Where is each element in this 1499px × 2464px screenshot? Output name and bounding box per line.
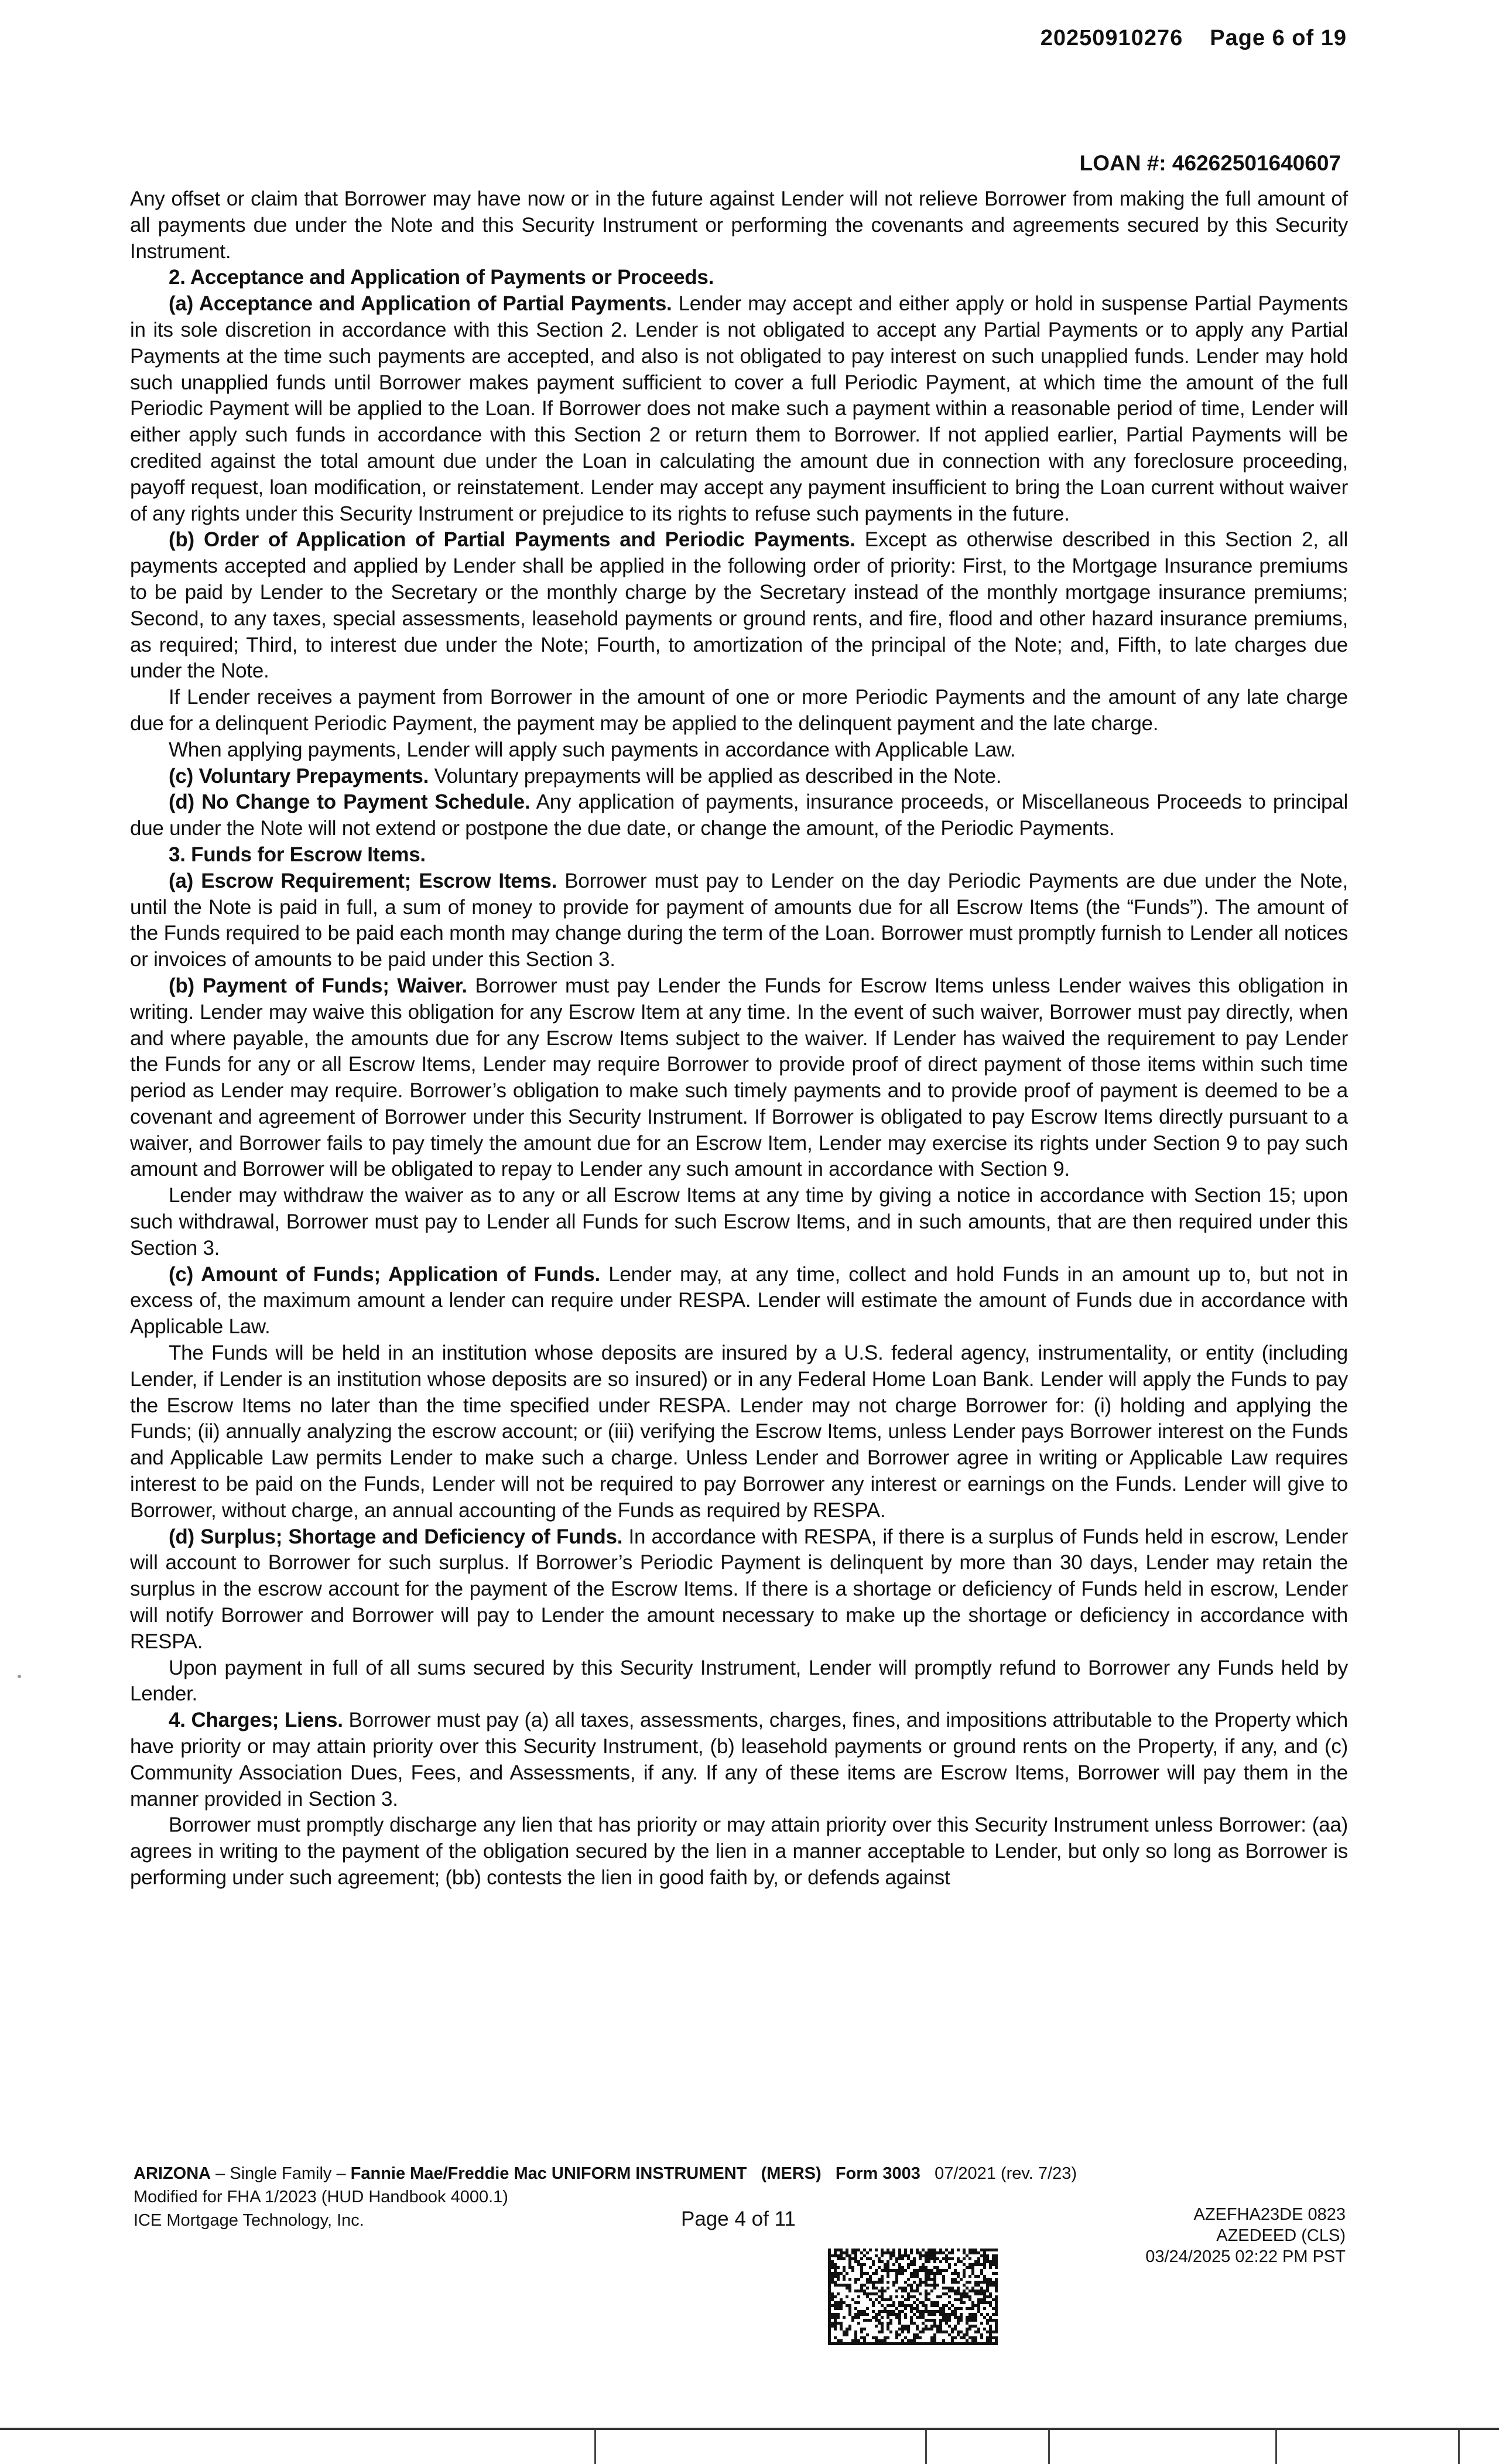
paragraph-text: Upon payment in full of all sums secured by this Security Instrument, Lender will promptly refund to Borrower any Funds held by Lender. xyxy=(130,1656,1348,1706)
paragraph xyxy=(130,973,1348,1183)
paragraph-text: Borrower must pay (a) all taxes, assessments, charges, fines, and impositions attributable to the Property which have priority or may attain priority over this Security Instrument, (b) leasehold payments or ground rents on the Property, if any, and (c) Community Association Dues, Fees, and Assessments, if any. If any of these items are Escrow Items, Borrower will pay them in the manner provided in Section 3. xyxy=(130,1709,1348,1811)
paragraph xyxy=(130,842,1348,868)
datamatrix-barcode-icon xyxy=(828,2249,998,2345)
form-identifier-line xyxy=(134,2164,1077,2184)
paragraph-text: The Funds will be held in an institution whose deposits are insured by a U.S. federal agency, instrumentality, or entity (including Lender, if Lender is an institution whose deposits are so insured) or in any Federal Home Loan Bank. Lender will apply the Funds to pay the Escrow Items no later than the time specified under RESPA. Lender may not charge Borrower for: (i) holding and applying the Funds; (ii) annually analyzing the escrow account; or (iii) verifying the Escrow Items, unless Lender pays Borrower interest on the Funds and Applicable Law permits Lender to make such a charge. Unless Lender and Borrower agree in writing or Applicable Law requires interest to be paid on the Funds, Lender will not be required to pay Borrower any interest or earnings on the Funds. Lender will give to Borrower, without charge, an annual accounting of the Funds as required by RESPA. xyxy=(130,1341,1348,1522)
paragraph xyxy=(130,291,1348,527)
paragraph-text: Lender may, at any time, collect and hold Funds in an amount up to, but not in excess of, the maximum amount a lender can require under RESPA. Lender will estimate the amount of Funds due in accordance with Applicable Law. xyxy=(130,1262,1348,1339)
paragraph-heading: (c) Voluntary Prepayments. xyxy=(169,764,429,788)
paragraph-heading: 4. Charges; Liens. xyxy=(169,1709,343,1732)
paragraph xyxy=(130,1340,1348,1524)
document-body xyxy=(130,186,1348,1891)
paragraph-heading: (b) Order of Application of Partial Payments and Periodic Payments. xyxy=(169,528,855,552)
paragraph-text: If Lender receives a payment from Borrower in the amount of one or more Periodic Payments and the amount of any late charge due for a delinquent Periodic Payment, the payment may be applied to the delinquent payment and the late charge. xyxy=(130,686,1348,735)
recording-page-label: Page 6 of 19 xyxy=(1210,26,1347,50)
paragraph-text: In accordance with RESPA, if there is a surplus of Funds held in escrow, Lender will account to Borrower for such surplus. If Borrower’s Periodic Payment is delinquent by more than 30 days, Lender may retain the surplus in the escrow account for the payment of the Escrow Items. If there is a shortage or deficiency of Funds held in escrow, Lender will notify Borrower and Borrower will pay to Lender the amount necessary to make up the shortage or deficiency in accordance with RESPA. xyxy=(130,1525,1348,1653)
paragraph xyxy=(130,1524,1348,1655)
paragraph-text: Lender may accept and either apply or hold in suspense Partial Payments in its sole discretion in accordance with this Section 2. Lender is not obligated to accept any Partial Payments or to apply any Partial Payments at the time such payments are accepted, and also is not obligated to pay interest on such unapplied funds. Lender may hold such unapplied funds until Borrower makes payment sufficient to cover a full Periodic Payment, at which time the amount of the full Periodic Payment will be applied to the Loan. If Borrower does not make such a payment within a reasonable period of time, Lender will either apply such funds in accordance with this Section 2 or return them to Borrower. If not applied earlier, Partial Payments will be credited against the total amount due under the Loan in calculating the amount due in connection with any foreclosure proceeding, payoff request, loan modification, or reinstatement. Lender may accept any payment insufficient to bring the Loan current without waiver of any rights under this Security Instrument or prejudice to its rights to refuse such payments in the future. xyxy=(130,292,1348,525)
form-number: Form 3003 xyxy=(835,2164,920,2183)
scan-tick-mark xyxy=(1048,2430,1050,2464)
paragraph-heading: (d) No Change to Payment Schedule. xyxy=(169,790,531,814)
paragraph-text: Except as otherwise described in this Section 2, all payments accepted and applied by Lender shall be applied in the following order of priority: First, to the Mortgage Insurance premiums to be paid by Lender to the Secretary or the monthly charge by the Secretary instead of the monthly mortgage insurance premiums; Second, to any taxes, special assessments, leasehold payments or ground rents, and fire, flood and other hazard insurance premiums, as required; Third, to interest due under the Note; Fourth, to amortization of the principal of the Note; and, Fifth, to late charges due under the Note. xyxy=(130,528,1348,683)
paragraph-text: Any application of payments, insurance proceeds, or Miscellaneous Proceeds to principal due under the Note will not extend or postpone the due date, or change the amount, of the Periodic Payments. xyxy=(130,790,1348,840)
form-code-2: AZEDEED (CLS) xyxy=(1216,2226,1346,2245)
recording-number: 20250910276 xyxy=(1040,26,1183,50)
paragraph-heading: 2. Acceptance and Application of Payments or Proceeds. xyxy=(169,266,714,289)
scan-bottom-rule xyxy=(0,2428,1499,2430)
paragraph-text: Borrower must pay to Lender on the day Periodic Payments are due under the Note, until the Note is paid in full, a sum of money to provide for payment of amounts due for all Escrow Items (the “Funds”). The amount of the Funds required to be paid each month may change during the term of the Loan. Borrower must promptly furnish to Lender all notices or invoices of amounts to be paid under this Section 3. xyxy=(130,869,1348,971)
paragraph-heading: (c) Amount of Funds; Application of Funds. xyxy=(169,1262,600,1286)
paragraph xyxy=(130,789,1348,842)
paragraph xyxy=(130,1183,1348,1261)
form-code-3: 03/24/2025 02:22 PM PST xyxy=(1145,2247,1346,2266)
scan-speck xyxy=(18,1675,21,1678)
paragraph xyxy=(130,186,1348,265)
scan-tick-mark xyxy=(594,2430,596,2464)
paragraph-heading: (a) Escrow Requirement; Escrow Items. xyxy=(169,869,557,892)
form-state: ARIZONA xyxy=(134,2164,211,2183)
paragraph xyxy=(130,1812,1348,1891)
form-mers: (MERS) xyxy=(761,2164,822,2183)
form-code-1: AZEFHA23DE 0823 xyxy=(1193,2205,1346,2224)
form-publisher: ICE Mortgage Technology, Inc. xyxy=(134,2211,364,2230)
paragraph-text: Borrower must promptly discharge any lien that has priority or may attain priority over this Security Instrument unless Borrower: (aa) agrees in writing to the payment of the obligation secured by the lien in a manner acceptable to Lender, but only so long as Borrower is performing under such agreement; (bb) contests the lien in good faith by, or defends against xyxy=(130,1813,1348,1889)
form-modified-note: Modified for FHA 1/2023 (HUD Handbook 4000.1) xyxy=(134,2188,508,2206)
paragraph xyxy=(130,1262,1348,1340)
paragraph-text: Borrower must pay Lender the Funds for Escrow Items unless Lender waives this obligation in writing. Lender may waive this obligation for any Escrow Item at any time. In the event of such waiver, Borrower must pay directly, when and where payable, the amounts due for any Escrow Items subject to the waiver. If Lender has waived the requirement to pay Lender the Funds for any or all Escrow Items, Lender may require Borrower to provide proof of direct payment of those items within such time period as Lender may require. Borrower’s obligation to make such timely payments and to provide proof of payment is deemed to be a covenant and agreement of Borrower under this Security Instrument. If Borrower is obligated to pay Escrow Items directly pursuant to a waiver, and Borrower fails to pay timely the amount due for an Escrow Item, Lender may exercise its rights under Section 9 to pay such amount and Borrower will be obligated to repay to Lender any such amount in accordance with Section 9. xyxy=(130,974,1348,1181)
paragraph xyxy=(130,265,1348,291)
paragraph xyxy=(130,764,1348,790)
paragraph xyxy=(130,527,1348,685)
paragraph xyxy=(130,1707,1348,1812)
paragraph-text: Voluntary prepayments will be applied as described in the Note. xyxy=(429,764,1002,788)
paragraph xyxy=(130,1655,1348,1708)
form-instrument-name: Fannie Mae/Freddie Mac UNIFORM INSTRUMENT xyxy=(350,2164,747,2183)
paragraph-heading: (b) Payment of Funds; Waiver. xyxy=(169,974,467,997)
form-page-number: Page 4 of 11 xyxy=(681,2208,796,2230)
paragraph xyxy=(130,737,1348,764)
scan-tick-mark xyxy=(1275,2430,1277,2464)
paragraph xyxy=(130,868,1348,973)
recording-header xyxy=(1041,26,1347,51)
paragraph-text: Lender may withdraw the waiver as to any or all Escrow Items at any time by giving a notice in accordance with Section 15; upon such withdrawal, Borrower must pay to Lender all Funds for such Escrow Items, and in such amounts, that are then required under this Section 3. xyxy=(130,1184,1348,1260)
loan-number: LOAN #: 46262501640607 xyxy=(1079,151,1341,175)
form-footer xyxy=(134,2164,1351,2410)
paragraph-heading: 3. Funds for Escrow Items. xyxy=(169,843,426,866)
paragraph-text: Any offset or claim that Borrower may have now or in the future against Lender will not relieve Borrower from making the full amount of all payments due under the Note and this Security Instrument or performing the covenants and agreements secured by this Security Instrument. xyxy=(130,187,1348,263)
scan-tick-mark xyxy=(925,2430,927,2464)
paragraph-text: When applying payments, Lender will apply such payments in accordance with Applicable Law. xyxy=(169,738,1016,761)
paragraph xyxy=(130,685,1348,737)
form-type: – Single Family – xyxy=(211,2164,351,2183)
paragraph-heading: (a) Acceptance and Application of Partial Payments. xyxy=(169,292,672,316)
paragraph-heading: (d) Surplus; Shortage and Deficiency of Funds. xyxy=(169,1525,623,1548)
scan-tick-mark xyxy=(1458,2430,1460,2464)
form-revision: 07/2021 (rev. 7/23) xyxy=(935,2164,1077,2183)
form-codes xyxy=(1145,2204,1346,2267)
